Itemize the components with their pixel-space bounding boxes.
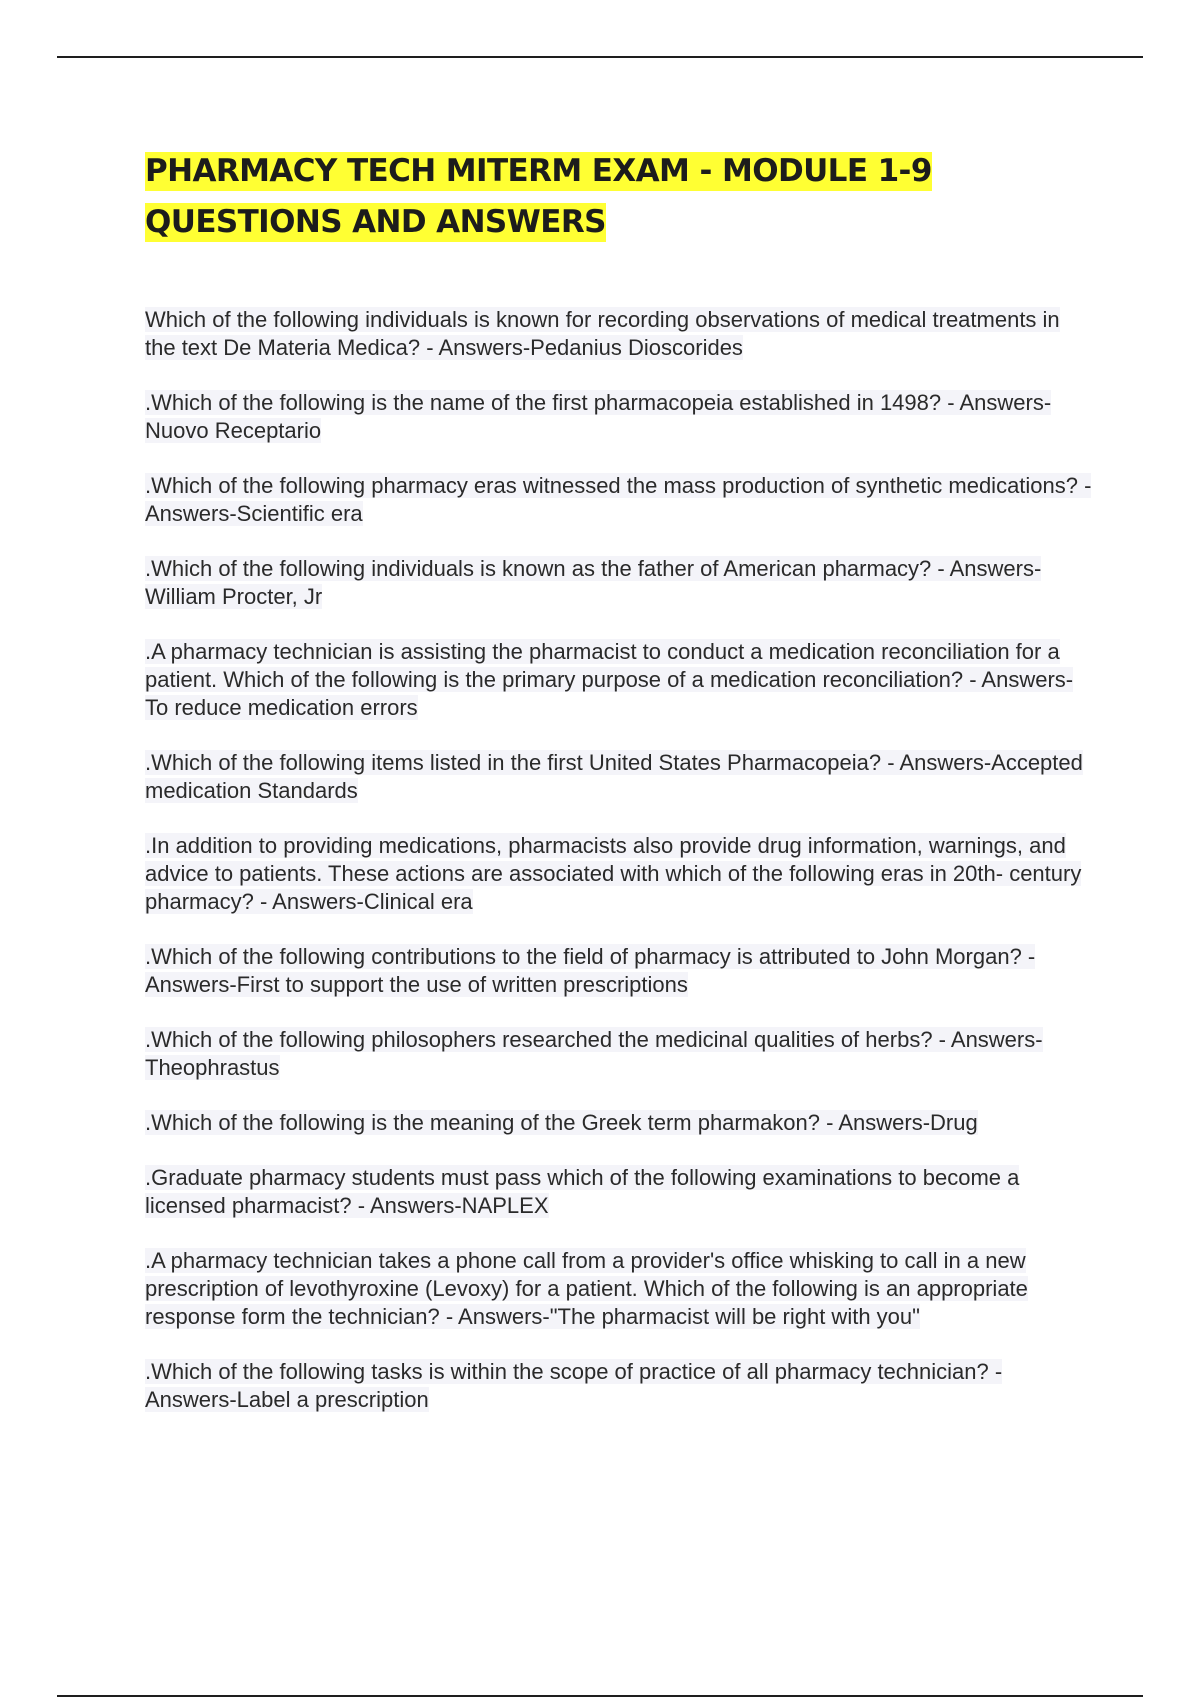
qa-item-text: .Which of the following items listed in the first United States Pharmacopeia? - Answers-Accepted medication Standards (145, 750, 1083, 803)
qa-item (145, 306, 1095, 362)
qa-item (145, 389, 1095, 445)
qa-item-text: .In addition to providing medications, pharmacists also provide drug information, warnings, and advice to patients. These actions are associated with which of the following eras in 20th- century pharmacy? - Answers-Clinical era (145, 833, 1082, 914)
qa-item-text: .Which of the following philosophers researched the medicinal qualities of herbs? - Answers-Theophrastus (145, 1027, 1043, 1080)
qa-item (145, 1358, 1095, 1414)
qa-item (145, 832, 1095, 916)
document-body (145, 146, 1095, 1441)
qa-item-text: .Which of the following pharmacy eras witnessed the mass production of synthetic medications? - Answers-Scientific era (145, 473, 1092, 526)
qa-item (145, 1164, 1095, 1220)
qa-item (145, 1026, 1095, 1082)
qa-item (145, 472, 1095, 528)
qa-list (145, 306, 1095, 1414)
qa-item-text: .A pharmacy technician is assisting the pharmacist to conduct a medication reconciliation for a patient. Which of the following is the primary purpose of a medication reconciliation? - Answers-To reduce medication errors (145, 639, 1074, 720)
bottom-divider (57, 1695, 1143, 1697)
qa-item (145, 638, 1095, 722)
qa-item-text: .A pharmacy technician takes a phone call from a provider's office whisking to call in a new prescription of levothyroxine (Levoxy) for a patient. Which of the following is an appropriate response form the technician? - Answers-"The pharmacist will be right with you" (145, 1248, 1028, 1329)
top-divider (57, 56, 1143, 58)
qa-item (145, 749, 1095, 805)
qa-item-text: Which of the following individuals is known for recording observations of medical treatments in the text De Materia Medica? - Answers-Pedanius Dioscorides (145, 307, 1060, 360)
qa-item-text: .Which of the following tasks is within the scope of practice of all pharmacy technician? - Answers-Label a prescription (145, 1359, 1003, 1412)
qa-item (145, 1247, 1095, 1331)
qa-item-text: .Which of the following contributions to the field of pharmacy is attributed to John Morgan? - Answers-First to support the use of written prescriptions (145, 944, 1036, 997)
qa-item (145, 555, 1095, 611)
qa-item-text: .Which of the following is the meaning of the Greek term pharmakon? - Answers-Drug (145, 1110, 978, 1135)
qa-item (145, 943, 1095, 999)
document-title (145, 146, 1095, 248)
qa-item-text: .Which of the following is the name of the first pharmacopeia established in 1498? - Answers-Nuovo Receptario (145, 390, 1052, 443)
document-title-text: PHARMACY TECH MITERM EXAM - MODULE 1-9 QUESTIONS AND ANSWERS (145, 153, 932, 240)
qa-item-text: .Which of the following individuals is known as the father of American pharmacy? - Answers-William Procter, Jr (145, 556, 1042, 609)
qa-item (145, 1109, 1095, 1137)
qa-item-text: .Graduate pharmacy students must pass which of the following examinations to become a licensed pharmacist? - Answers-NAPLEX (145, 1165, 1020, 1218)
